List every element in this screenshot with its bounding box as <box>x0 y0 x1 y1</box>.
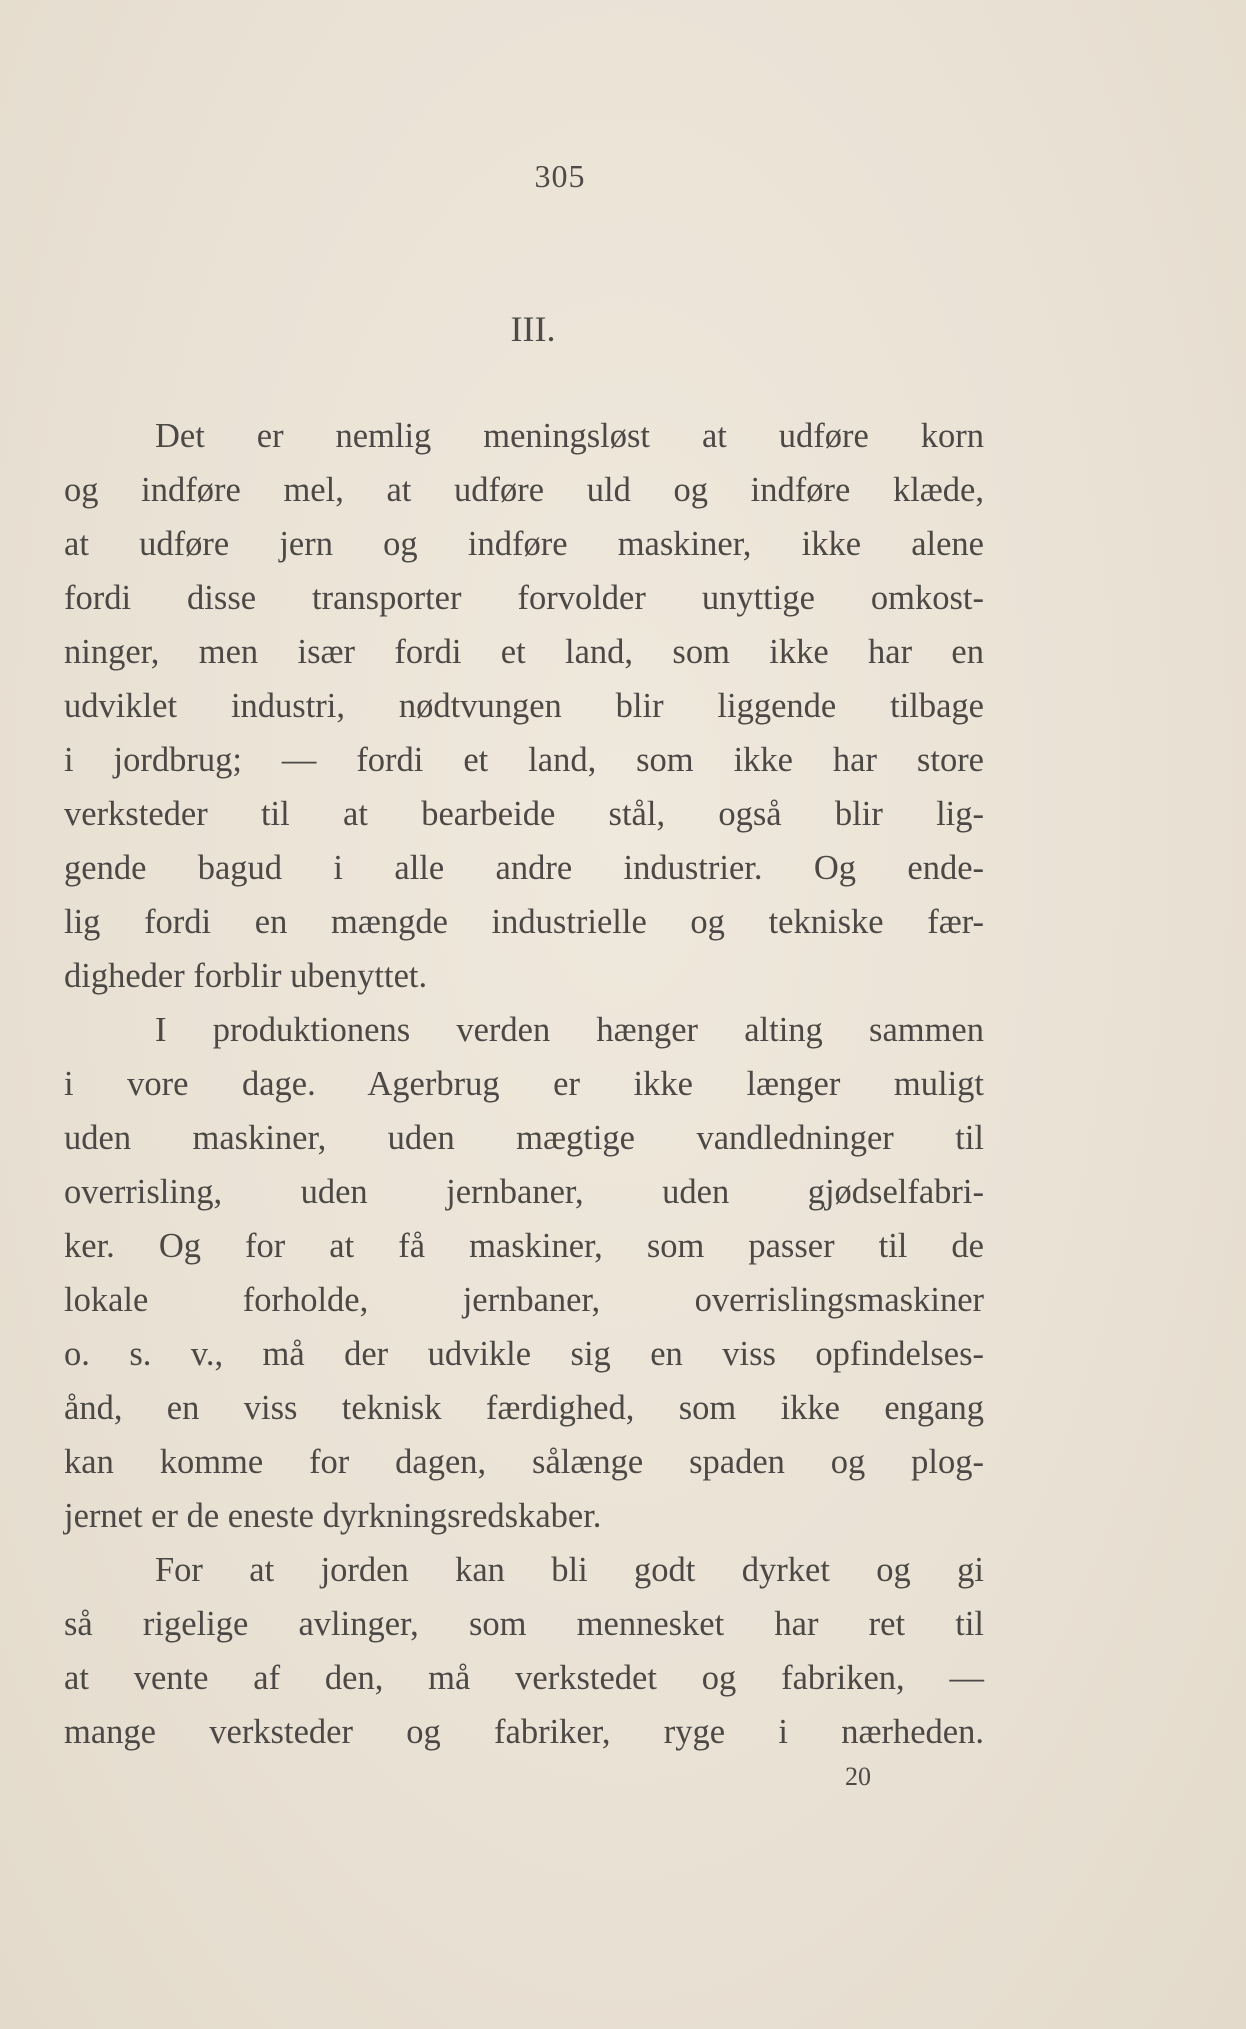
text-line: udviklet industri, nødtvungen blir liggende tilbage <box>64 687 984 725</box>
text-line: mange verksteder og fabriker, ryge i nærheden. <box>64 1713 984 1751</box>
text-line: digheder forblir ubenyttet. <box>64 957 428 995</box>
text-line: og indføre mel, at udføre uld og indføre klæde, <box>64 471 984 509</box>
text-line: lokale forholde, jernbaner, overrislingsmaskiner <box>64 1281 984 1319</box>
signature-mark: 20 <box>845 1762 871 1791</box>
text-line: at vente af den, må verkstedet og fabriken, — <box>64 1659 984 1697</box>
text-line: gende bagud i alle andre industrier. Og ende- <box>64 849 984 887</box>
text-line: at udføre jern og indføre maskiner, ikke alene <box>64 525 984 563</box>
text-line: verksteder til at bearbeide stål, også blir lig- <box>64 795 984 833</box>
page-number: 305 <box>534 158 586 194</box>
text-line: ker. Og for at få maskiner, som passer til de <box>64 1227 984 1265</box>
text-line: o. s. v., må der udvikle sig en viss opfindelses- <box>64 1335 984 1373</box>
text-line: I produktionens verden hænger alting sammen <box>155 1011 984 1049</box>
text-line: ånd, en viss teknisk færdighed, som ikke engang <box>64 1389 984 1427</box>
text-line: i jordbrug; — fordi et land, som ikke har store <box>64 741 984 779</box>
text-line: ninger, men især fordi et land, som ikke har en <box>64 633 984 671</box>
text-line: så rigelige avlinger, som mennesket har ret til <box>64 1605 984 1643</box>
text-line: kan komme for dagen, sålænge spaden og plog- <box>64 1443 984 1481</box>
text-line: For at jorden kan bli godt dyrket og gi <box>155 1551 984 1589</box>
text-line: uden maskiner, uden mægtige vandledninger til <box>64 1119 984 1157</box>
text-line: overrisling, uden jernbaner, uden gjødselfabri- <box>64 1173 984 1211</box>
text-line: i vore dage. Agerbrug er ikke længer muligt <box>64 1065 984 1103</box>
chapter-heading: III. <box>510 309 556 349</box>
text-line: jernet er de eneste dyrkningsredskaber. <box>64 1497 602 1535</box>
text-line: fordi disse transporter forvolder unyttige omkost- <box>64 579 984 617</box>
text-line: lig fordi en mængde industrielle og tekniske fær- <box>64 903 984 941</box>
text-line: Det er nemlig meningsløst at udføre korn <box>155 417 984 455</box>
